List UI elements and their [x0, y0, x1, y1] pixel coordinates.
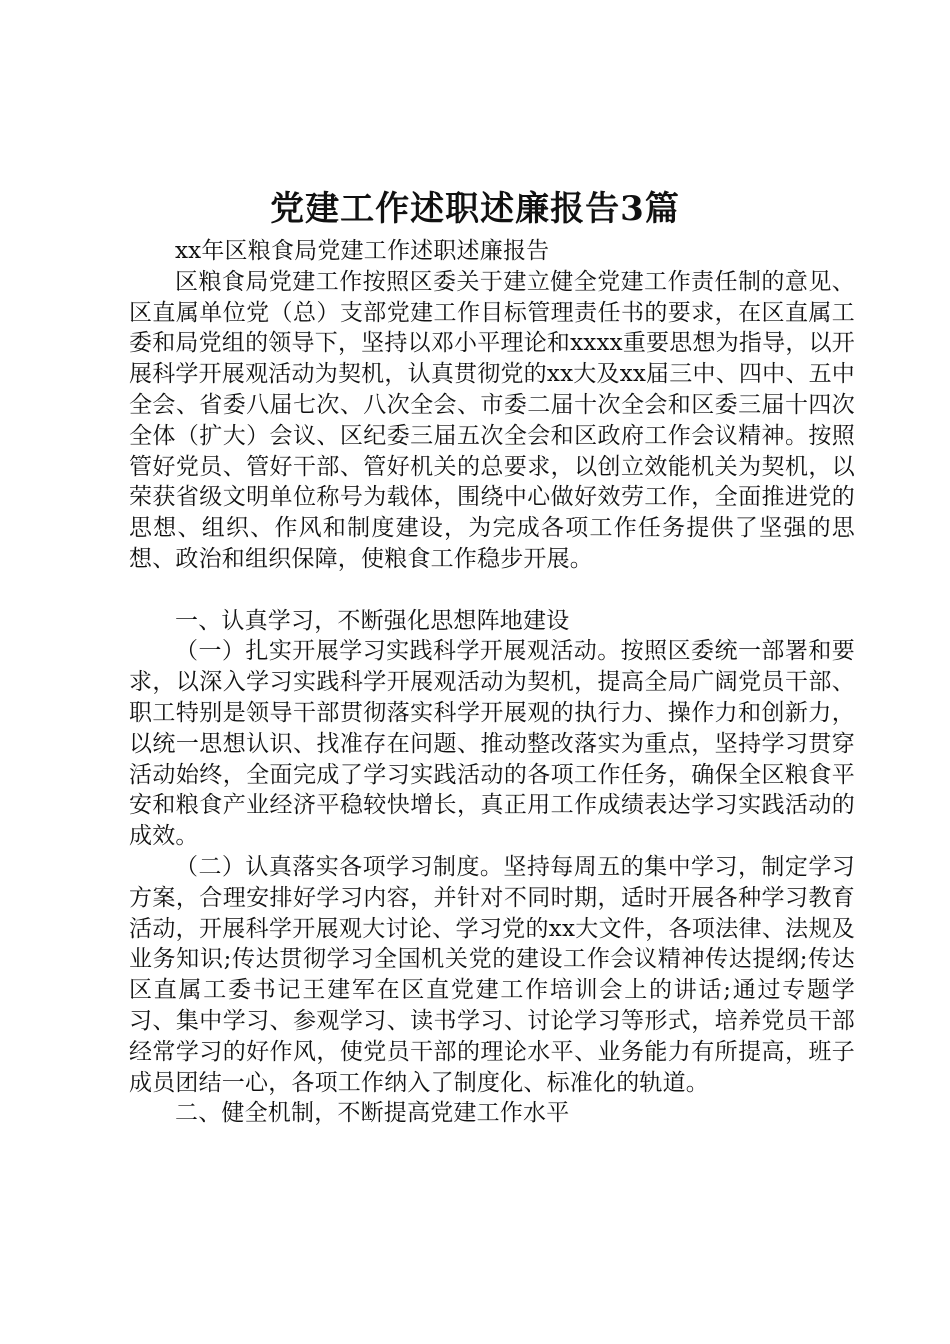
intro-paragraph: 区粮食局党建工作按照区委关于建立健全党建工作责任制的意见、区直属单位党（总）支部党建工作目标管理责任书的要求，在区直属工委和局党组的领导下，坚持以邓小平理论和xxxx重要思想为指导，以开展科学开展观活动为契机，认真贯彻党的xx大及xx届三中、四中、五中全会、省委八届七次、八次全会、市委二届十次全会和区委三届十四次全体（扩大）会议、区纪委三届五次全会和区政府工作会议精神。按照管好党员、管好干部、管好机关的总要求，以创立效能机关为契机，以荣获省级文明单位称号为载体，围绕中心做好效劳工作，全面推进党的思想、组织、作风和制度建设，为完成各项工作任务提供了坚强的思想、政治和组织保障，使粮食工作稳步开展。 [129, 268, 855, 572]
document-body [129, 236, 855, 1129]
document-title: 党建工作述职述廉报告3篇 [270, 189, 680, 229]
section-heading-2: 二、健全机制，不断提高党建工作水平 [175, 1100, 570, 1127]
paragraph-1-1: （一）扎实开展学习实践科学开展观活动。按照区委统一部署和要求，以深入学习实践科学开展观活动为契机，提高全局广阔党员干部、职工特别是领导干部贯彻落实科学开展观的执行力、操作力和创新力，以统一思想认识、找准存在问题、推动整改落实为重点，坚持学习贯穿活动始终，全面完成了学习实践活动的各项工作任务，确保全区粮食平安和粮食产业经济平稳较快增长，真正用工作成绩表达学习实践活动的成效。 [129, 638, 855, 850]
paragraph-1-2: （二）认真落实各项学习制度。坚持每周五的集中学习，制定学习方案，合理安排好学习内容，并针对不同时期，适时开展各种学习教育活动，开展科学开展观大讨论、学习党的xx大文件，各项法律、法规及业务知识;传达贯彻学习全国机关党的建设工作会议精神传达提纲;传达区直属工委书记王建军在区直党建工作培训会上的讲话;通过专题学习、集中学习、参观学习、读书学习、讨论学习等形式，培养党员干部经常学习的好作风，使党员干部的理论水平、业务能力有所提高，班子成员团结一心，各项工作纳入了制度化、标准化的轨道。 [129, 853, 855, 1096]
report-subtitle: xx年区粮食局党建工作述职述廉报告 [175, 238, 550, 264]
section-heading-1: 一、认真学习，不断强化思想阵地建设 [175, 607, 570, 634]
